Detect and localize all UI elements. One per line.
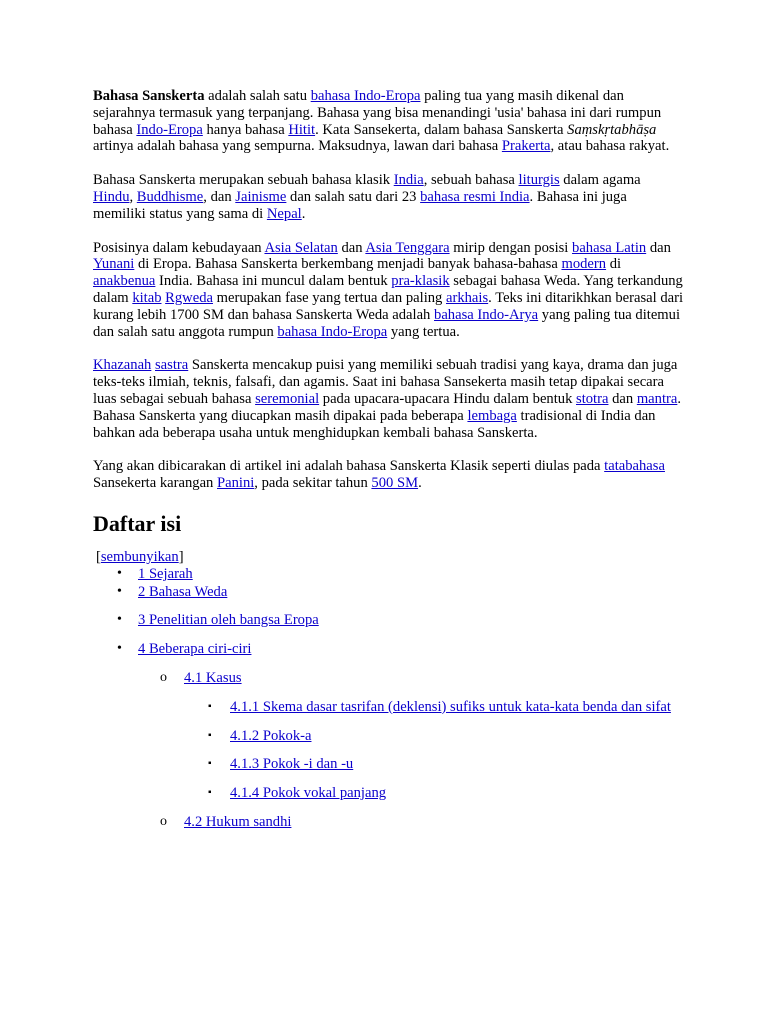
article-text: adalah salah satu bbox=[204, 88, 311, 104]
article-link[interactable]: Khazanah bbox=[93, 357, 152, 374]
toc-bullet-icon: • bbox=[117, 612, 122, 628]
toc-bullet-icon: • bbox=[117, 583, 122, 599]
article-text: . bbox=[301, 205, 306, 222]
article-text: dan bbox=[337, 239, 366, 256]
article-link[interactable]: bahasa Indo-Eropa bbox=[310, 88, 421, 104]
article-link[interactable]: Buddhisme bbox=[136, 188, 204, 205]
toc-hide-link[interactable]: sembunyikan bbox=[100, 548, 179, 565]
article-link[interactable]: Nepal bbox=[266, 205, 302, 222]
toc-sublist bbox=[184, 699, 683, 802]
toc-item bbox=[117, 612, 683, 629]
article-text: di Eropa. Bahasa Sanskerta berkembang menjadi banyak bahasa-bahasa bbox=[134, 256, 562, 273]
toc-item bbox=[160, 669, 683, 802]
article-text: India. Bahasa ini muncul dalam bentuk bbox=[155, 273, 392, 290]
toc-item bbox=[160, 813, 683, 831]
article-link[interactable]: Asia Selatan bbox=[264, 239, 338, 256]
toc-bullet-icon: • bbox=[117, 641, 122, 657]
article-paragraph bbox=[93, 458, 683, 492]
toc-bullet-icon: o bbox=[160, 813, 167, 829]
toc-toggle-row bbox=[96, 549, 683, 566]
article-link[interactable]: Rgweda bbox=[165, 289, 213, 306]
article-link[interactable]: kitab bbox=[132, 289, 162, 306]
toc-bullet-icon: • bbox=[117, 565, 122, 581]
article-link[interactable]: bahasa Latin bbox=[572, 239, 647, 256]
article-text: , sebuah bahasa bbox=[423, 172, 519, 189]
toc-title: Daftar isi bbox=[93, 510, 182, 536]
article-link[interactable]: seremonial bbox=[255, 390, 320, 407]
article-text: Sanskerta mencakup puisi yang memiliki sebuah tradisi yang kaya, drama dan juga teks-teks ilmiah, teknis, falsafi, dan agamis. Saat ini bahasa Sansekerta masih tetap dipakai secara luas sebagai sebuah bahasa bbox=[93, 357, 678, 407]
article-link[interactable]: pra-klasik bbox=[391, 273, 450, 290]
article-text: . Bahasa ini juga memiliki status yang sama di bbox=[93, 188, 627, 222]
toc-item bbox=[208, 698, 683, 716]
article-text: yang paling tua ditemui dan salah satu anggota rumpun bbox=[93, 306, 681, 340]
article-text: . Bahasa Sanskerta yang diucapkan masih dipakai pada beberapa bbox=[93, 390, 682, 424]
article-text: . bbox=[418, 475, 422, 492]
article-term-bold: Bahasa Sanskerta bbox=[93, 88, 205, 104]
article-text: Yang akan dibicarakan di artikel ini adalah bahasa Sanskerta Klasik seperti diulas pada bbox=[93, 458, 605, 475]
toc-link[interactable]: 3 Penelitian oleh bangsa Eropa bbox=[138, 612, 319, 629]
article-paragraph bbox=[93, 240, 683, 341]
article-link[interactable]: arkhais bbox=[446, 289, 489, 306]
article-text: , pada sekitar tahun bbox=[254, 475, 372, 492]
article-text: pada upacara-upacara Hindu dalam bentuk bbox=[319, 390, 577, 407]
article-text: , atau bahasa rakyat. bbox=[550, 138, 670, 155]
toc-link[interactable]: 2 Bahasa Weda bbox=[138, 583, 228, 600]
article-text: dan bbox=[646, 239, 671, 256]
article-link[interactable]: stotra bbox=[576, 390, 609, 407]
article-text: di bbox=[606, 256, 622, 273]
article-link[interactable]: tatabahasa bbox=[604, 458, 665, 475]
article-link[interactable]: Prakerta bbox=[501, 138, 551, 155]
article-link[interactable]: Asia Tenggara bbox=[365, 239, 450, 256]
toc-item bbox=[117, 583, 683, 601]
article-text: sebagai bahasa Weda. Yang terkandung dalam bbox=[93, 273, 683, 306]
article-text: dan salah satu dari 23 bbox=[286, 188, 421, 205]
article-link[interactable]: bahasa Indo-Eropa bbox=[277, 323, 388, 340]
article-text: dalam agama bbox=[559, 172, 641, 189]
article-link[interactable]: mantra bbox=[636, 390, 678, 407]
article-text: paling tua yang masih dikenal dan sejarahnya termasuk yang terpanjang. Bahasa yang bisa menandingi 'usia' bahasa ini dari rumpun bahasa bbox=[93, 88, 662, 138]
toc-link[interactable]: 4.1.3 Pokok -i dan -u bbox=[230, 756, 354, 773]
article-link[interactable]: 500 SM bbox=[371, 475, 419, 492]
article-paragraph bbox=[93, 357, 683, 441]
toc-bullet-icon: o bbox=[160, 669, 167, 685]
article-text: yang tertua. bbox=[387, 323, 460, 340]
toc-link[interactable]: 4 Beberapa ciri-ciri bbox=[138, 641, 252, 658]
article-link[interactable]: lembaga bbox=[467, 407, 517, 424]
article-text: artinya adalah bahasa yang sempurna. Maksudnya, lawan dari bahasa bbox=[93, 138, 502, 155]
article-text: Posisinya dalam kebudayaan bbox=[93, 239, 265, 256]
toc-bullet-icon: ▪ bbox=[208, 729, 212, 741]
toc-item bbox=[208, 756, 683, 773]
toc-bullet-icon: ▪ bbox=[208, 700, 212, 712]
article-paragraph bbox=[93, 172, 683, 222]
toc-link[interactable]: 4.1 Kasus bbox=[184, 669, 242, 686]
toc-link[interactable]: 4.2 Hukum sandhi bbox=[184, 813, 292, 830]
article-link[interactable]: Panini bbox=[217, 475, 255, 492]
toc-item bbox=[208, 785, 683, 802]
article-text: Sansekerta karangan bbox=[93, 475, 217, 492]
article-text: , bbox=[129, 188, 137, 205]
toc-link[interactable]: 4.1.4 Pokok vokal panjang bbox=[230, 785, 387, 802]
article-text: tradisional di India dan bahkan ada beberapa usaha untuk menghidupkan kembali bahasa Sanskerta. bbox=[93, 407, 656, 441]
toc-item bbox=[117, 641, 683, 831]
article-text: . Teks ini ditarikhkan berasal dari kurang lebih 1700 SM dan bahasa Sanskerta Weda adalah bbox=[93, 289, 684, 323]
toc-toggle-open-bracket: [ bbox=[96, 548, 101, 565]
article-link[interactable]: Hitit bbox=[288, 121, 316, 138]
article-text: . Kata Sansekerta, dalam bahasa Sanskerta bbox=[315, 121, 568, 138]
article-link[interactable]: Yunani bbox=[93, 256, 135, 273]
toc-list bbox=[93, 566, 683, 831]
toc-item bbox=[117, 565, 683, 583]
toc-item bbox=[208, 727, 683, 745]
toc-sublist bbox=[138, 670, 683, 831]
toc-link[interactable]: 1 Sejarah bbox=[138, 565, 193, 582]
article-link[interactable]: bahasa resmi India bbox=[420, 188, 530, 205]
article-text: hanya bahasa bbox=[202, 121, 289, 138]
article-link[interactable]: Hindu bbox=[93, 188, 130, 205]
toc-link[interactable]: 4.1.1 Skema dasar tasrifan (deklensi) sufiks untuk kata-kata benda dan sifat bbox=[230, 698, 671, 715]
article-link[interactable]: India bbox=[393, 172, 424, 189]
article-text: , dan bbox=[203, 188, 236, 205]
article-term-italic: Saṃskṛtabhāṣa bbox=[567, 121, 657, 138]
article-text: Bahasa Sanskerta merupakan sebuah bahasa klasik bbox=[93, 172, 394, 189]
article-link[interactable]: Indo-Eropa bbox=[136, 121, 203, 138]
article-link[interactable]: Jainisme bbox=[235, 188, 287, 205]
article-body bbox=[93, 88, 683, 492]
article-link[interactable]: liturgis bbox=[518, 172, 560, 189]
article-text: mirip dengan posisi bbox=[449, 239, 573, 256]
article-paragraph bbox=[93, 88, 683, 155]
article-link[interactable]: bahasa Indo-Arya bbox=[434, 306, 539, 323]
article-link[interactable]: anakbenua bbox=[93, 273, 156, 290]
toc-bullet-icon: ▪ bbox=[208, 758, 212, 770]
article-link[interactable]: sastra bbox=[155, 357, 189, 374]
article-link[interactable]: modern bbox=[561, 256, 607, 273]
toc-toggle-close-bracket: ] bbox=[178, 548, 184, 565]
article-content bbox=[93, 88, 683, 843]
toc-bullet-icon: ▪ bbox=[208, 787, 212, 799]
article-text: dan bbox=[608, 390, 637, 407]
toc-link[interactable]: 4.1.2 Pokok-a bbox=[230, 727, 312, 744]
article-text: merupakan fase yang tertua dan paling bbox=[212, 289, 446, 306]
